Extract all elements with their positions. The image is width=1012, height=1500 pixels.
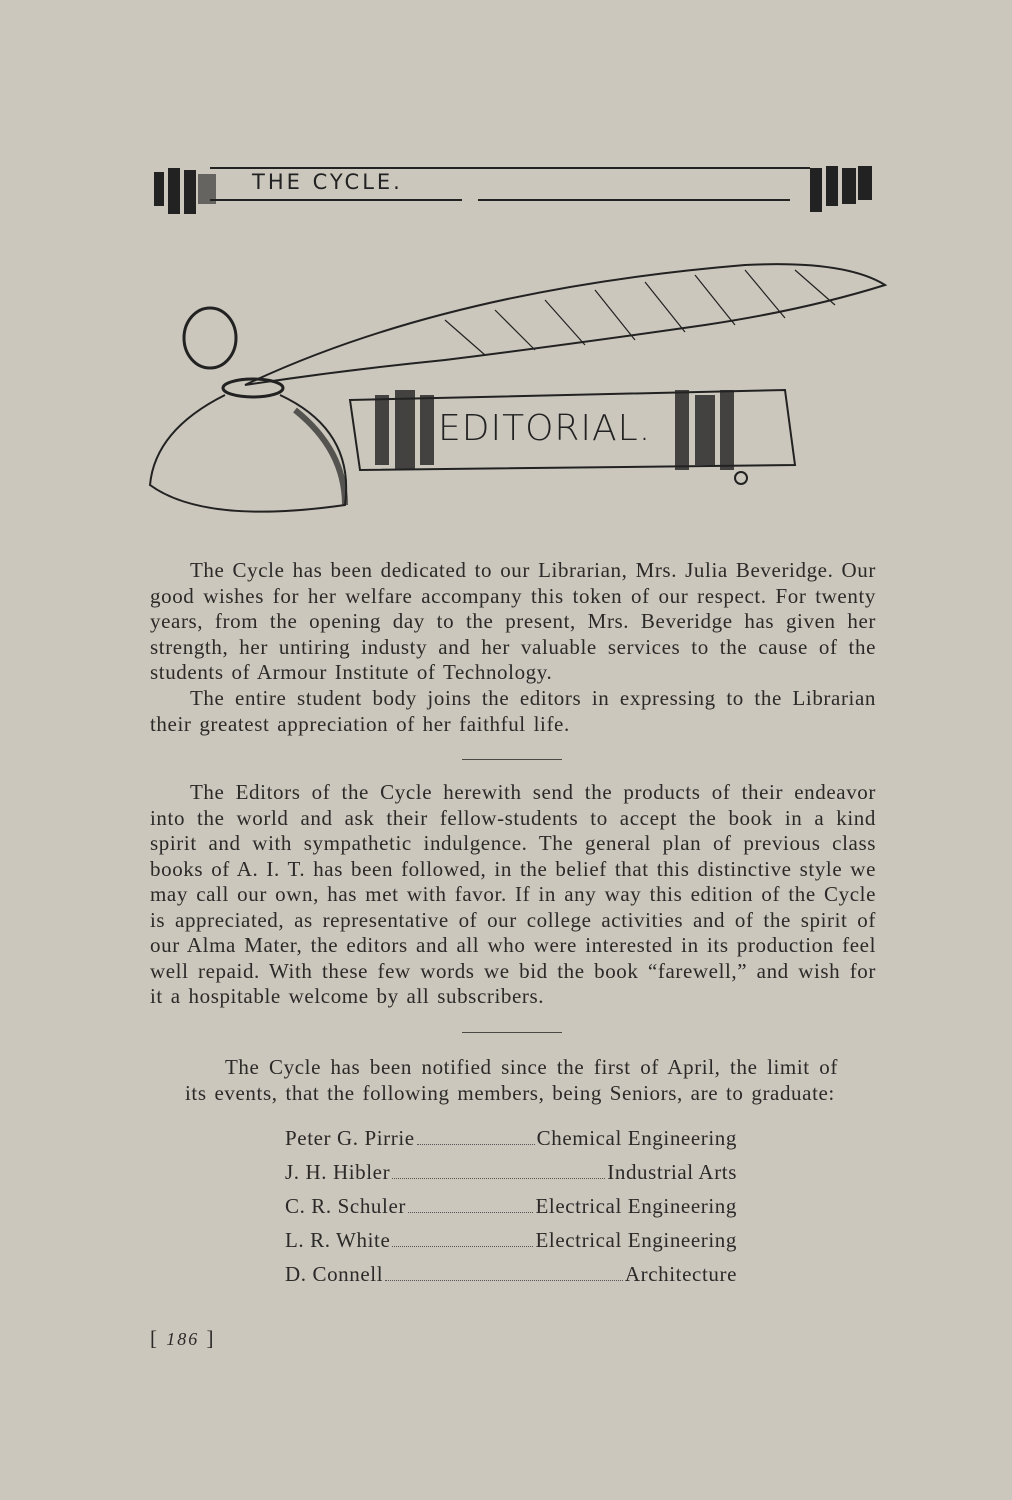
graduate-department: Electrical Engineering bbox=[535, 1228, 737, 1252]
running-header-banner bbox=[150, 160, 880, 220]
list-item bbox=[285, 1228, 737, 1262]
appreciation-paragraph: The entire student body joins the editors in expressing to the Librarian their greatest appreciation of her faithful life. bbox=[150, 686, 876, 736]
page-number bbox=[150, 1326, 216, 1351]
leader-dots bbox=[417, 1144, 535, 1145]
graduate-name: Peter G. Pirrie bbox=[285, 1126, 415, 1150]
leader-dots bbox=[392, 1246, 533, 1247]
page-number-value: 186 bbox=[166, 1329, 200, 1349]
graduate-department: Chemical Engineering bbox=[536, 1126, 737, 1150]
leader-dots bbox=[385, 1280, 623, 1281]
section-divider bbox=[462, 759, 562, 760]
dedication-paragraph: The Cycle has been dedicated to our Librarian, Mrs. Julia Beveridge. Our good wishes for her welfare accompany this token of our respect. For twenty years, from the opening day to the present, Mrs. Beveridge has given her strength, her untiring industy and her valuable services to the cause of the students of Armour Institute of Technology. bbox=[150, 558, 876, 684]
graduate-name: J. H. Hibler bbox=[285, 1160, 391, 1184]
editors-paragraph: The Editors of the Cycle herewith send the products of their endeavor into the world and ask their fellow-students to accept the book in a kind spirit and with sympathetic indulgence. The general plan of previous class books of A. I. T. has been followed, in the belief that this distinctive style we may call our own, has met with favor. If in any way this edition of the Cycle is appreciated, as representative of our college activities and of the spirit of our Alma Mater, the editors and all who were interested in its production feel well repaid. With these few words we bid the book “farewell,” and wish for it a hospitable welcome by all subscribers. bbox=[150, 780, 876, 1008]
graduate-name: L. R. White bbox=[285, 1228, 391, 1252]
quill-icon bbox=[145, 250, 890, 525]
quill-inkwell-illustration bbox=[145, 250, 890, 525]
page-number-close-bracket: ] bbox=[206, 1326, 216, 1350]
graduates-intro-paragraph: The Cycle has been notified since the first of April, the limit of its events, that the following members, being Seniors, are to graduate: bbox=[185, 1055, 838, 1105]
leader-dots bbox=[392, 1178, 605, 1179]
list-item bbox=[285, 1194, 737, 1228]
leader-dots bbox=[408, 1212, 534, 1213]
graduate-name: C. R. Schuler bbox=[285, 1194, 406, 1218]
running-header-title: THE CYCLE. bbox=[252, 170, 403, 194]
section-divider bbox=[462, 1032, 562, 1033]
graduate-department: Electrical Engineering bbox=[535, 1194, 737, 1218]
graduate-department: Industrial Arts bbox=[607, 1160, 737, 1184]
graduates-list bbox=[285, 1126, 737, 1296]
list-item bbox=[285, 1126, 737, 1160]
page-number-open-bracket: [ bbox=[150, 1326, 159, 1350]
editorial-banner-title: EDITORIAL. bbox=[438, 408, 652, 449]
list-item bbox=[285, 1262, 737, 1296]
list-item bbox=[285, 1160, 737, 1194]
graduate-department: Architecture bbox=[624, 1262, 737, 1286]
graduate-name: D. Connell bbox=[285, 1262, 384, 1286]
